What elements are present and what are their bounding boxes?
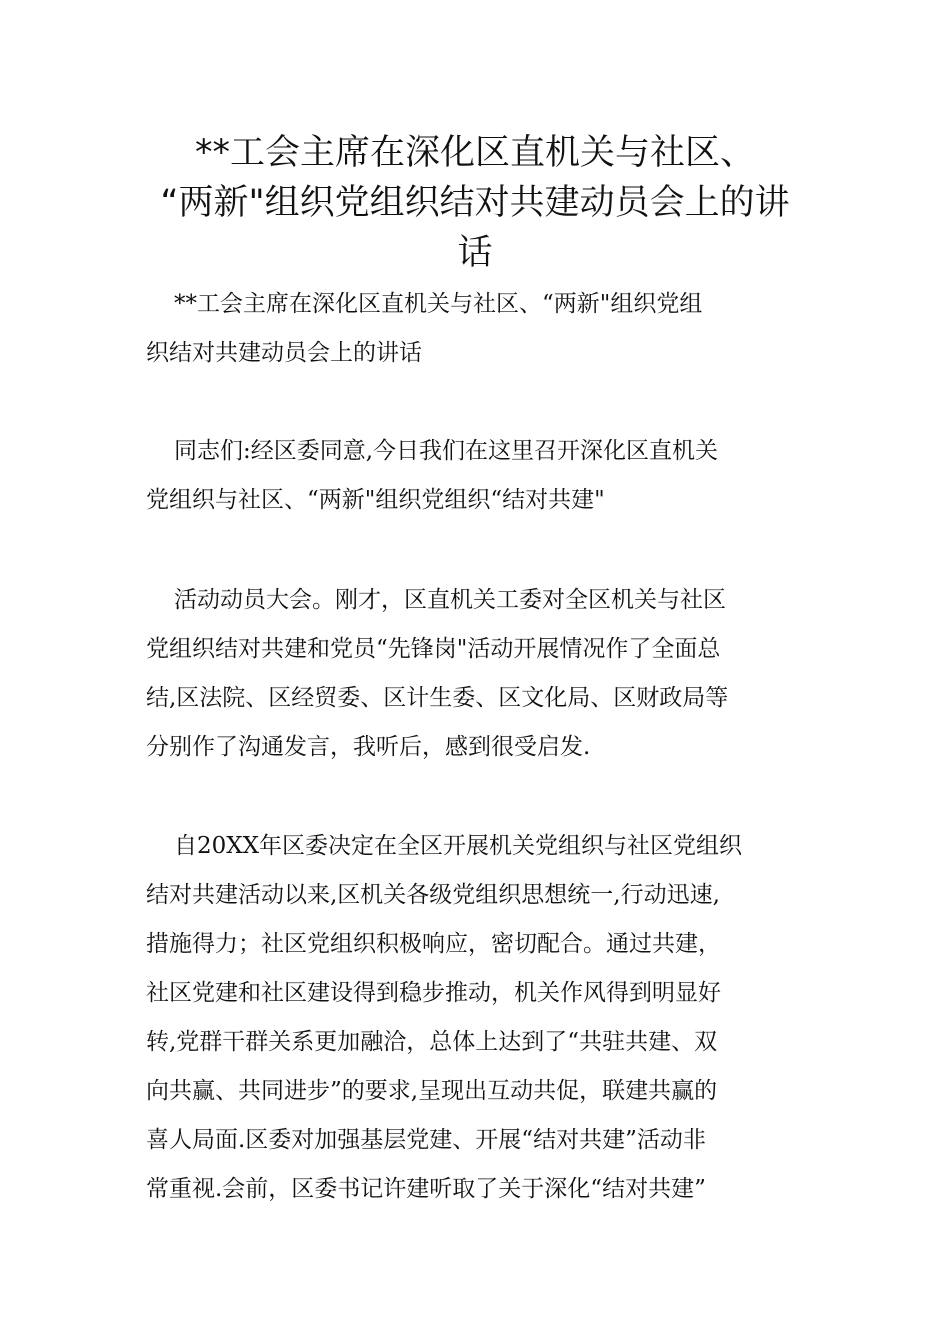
document-title	[120, 128, 830, 278]
paragraph-greeting	[146, 427, 810, 525]
text-line: 同志们:经区委同意,今日我们在这里召开深化区直机关	[174, 438, 719, 464]
text-line: 党组织与社区、“两新"组织党组织“结对共建"	[146, 487, 605, 513]
title-line: “两新"组织党组织结对共建动员会上的讲	[160, 183, 790, 223]
text-line: **工会主席在深化区直机关与社区、“两新"组织党组	[174, 291, 703, 317]
subtitle-paragraph	[146, 280, 810, 378]
text-line: 结对共建活动以来,区机关各级党组织思想统一,行动迅速,	[146, 882, 720, 908]
text-line: 转,党群干群关系更加融洽，总体上达到了“共驻共建、双	[146, 1029, 718, 1055]
text-line: 措施得力；社区党组织积极响应，密切配合。通过共建，	[146, 931, 721, 957]
text-line: 社区党建和社区建设得到稳步推动，机关作风得到明显好	[146, 980, 721, 1006]
text-line: 喜人局面.区委对加强基层党建、开展“结对共建”活动非	[146, 1127, 706, 1153]
text-line: 向共赢、共同进步”的要求,呈现出互动共促，联建共赢的	[146, 1078, 718, 1104]
text-line: 分别作了沟通发言，我听后，感到很受启发.	[146, 734, 591, 760]
title-line: 话	[457, 233, 493, 273]
paragraph-meeting-summary	[146, 576, 810, 772]
paragraph-achievements	[146, 822, 810, 1214]
text-line: 党组织结对共建和党员“先锋岗"活动开展情况作了全面总	[146, 636, 721, 662]
text-line: 结,区法院、区经贸委、区计生委、区文化局、区财政局等	[146, 685, 729, 711]
text-line: 织结对共建动员会上的讲话	[146, 340, 422, 366]
text-line: 自20XX年区委决定在全区开展机关党组织与社区党组织	[174, 833, 743, 859]
text-line: 常重视.会前，区委书记许建听取了关于深化“结对共建”	[146, 1176, 706, 1202]
title-line: **工会主席在深化区直机关与社区、	[194, 133, 755, 173]
text-line: 活动动员大会。刚才，区直机关工委对全区机关与社区	[174, 587, 726, 613]
